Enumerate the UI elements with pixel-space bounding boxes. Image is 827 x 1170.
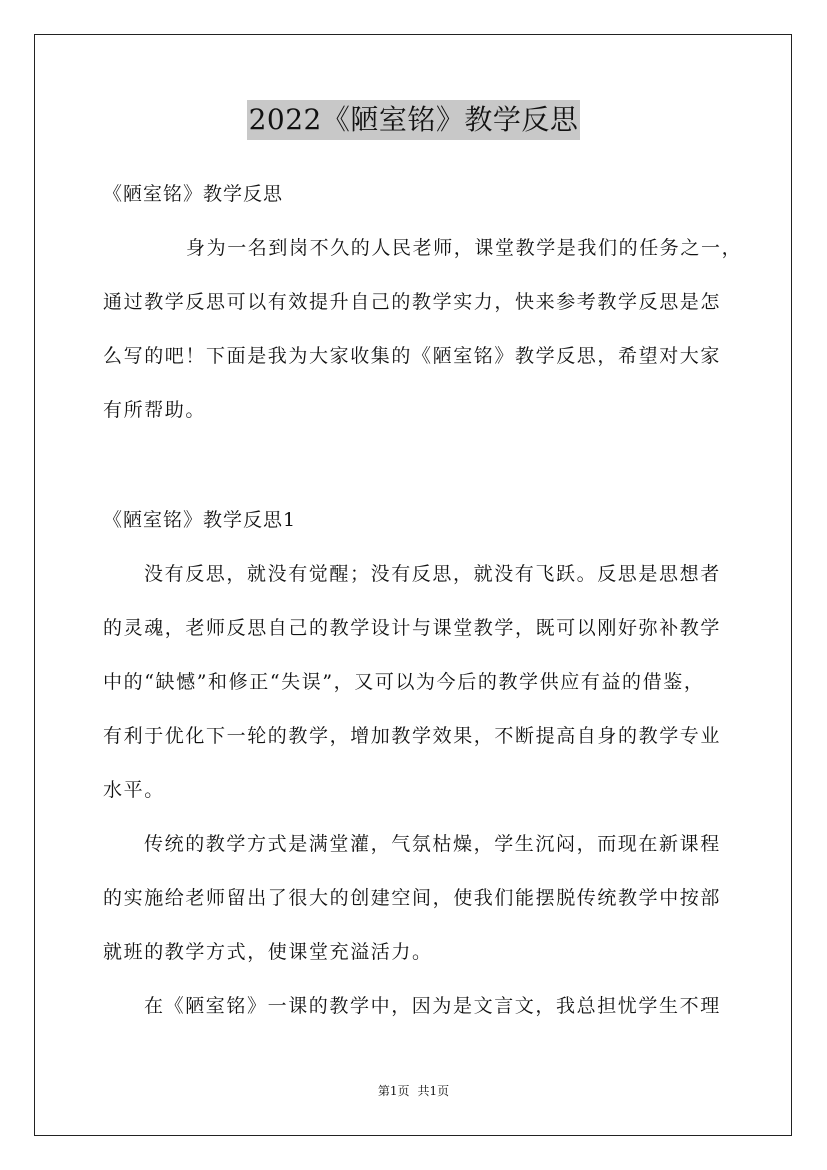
intro-line: 么写的吧！下面是我为大家收集的《陋室铭》教学反思，希望对大家 xyxy=(103,345,722,367)
page-number: 第1页 xyxy=(377,1084,410,1098)
paragraph-line: 水平。 xyxy=(103,779,165,801)
page-total: 共1页 xyxy=(417,1084,450,1098)
paragraph-line: 传统的教学方式是满堂灌，气氛枯燥，学生沉闷，而现在新课程 xyxy=(144,833,721,855)
document-subtitle: 《陋室铭》教学反思 xyxy=(103,183,284,205)
title-container xyxy=(0,100,827,140)
intro-line: 有所帮助。 xyxy=(103,399,207,421)
section-heading: 《陋室铭》教学反思1 xyxy=(103,509,297,531)
paragraph-line: 中的“缺憾”和修正“失误”，又可以为今后的教学供应有益的借鉴， xyxy=(103,671,705,693)
paragraph-line: 的实施给老师留出了很大的创建空间，使我们能摆脱传统教学中按部 xyxy=(103,887,722,909)
paragraph-line: 有利于优化下一轮的教学，增加教学效果，不断提高自身的教学专业 xyxy=(103,725,722,747)
paragraph-line: 就班的教学方式，使课堂充溢活力。 xyxy=(103,941,433,963)
document-title: 2022《陋室铭》教学反思 xyxy=(247,100,581,140)
paragraph-line: 的灵魂，老师反思自己的教学设计与课堂教学，既可以刚好弥补教学 xyxy=(103,617,722,639)
paragraph-line: 在《陋室铭》一课的教学中，因为是文言文，我总担忧学生不理 xyxy=(144,995,721,1017)
intro-line: 通过教学反思可以有效提升自己的教学实力，快来参考教学反思是怎 xyxy=(103,291,722,313)
paragraph-line: 没有反思，就没有觉醒；没有反思，就没有飞跃。反思是思想者 xyxy=(144,563,721,585)
intro-line: 身为一名到岗不久的人民老师，课堂教学是我们的任务之一， xyxy=(186,237,743,259)
page-footer xyxy=(0,1082,827,1100)
